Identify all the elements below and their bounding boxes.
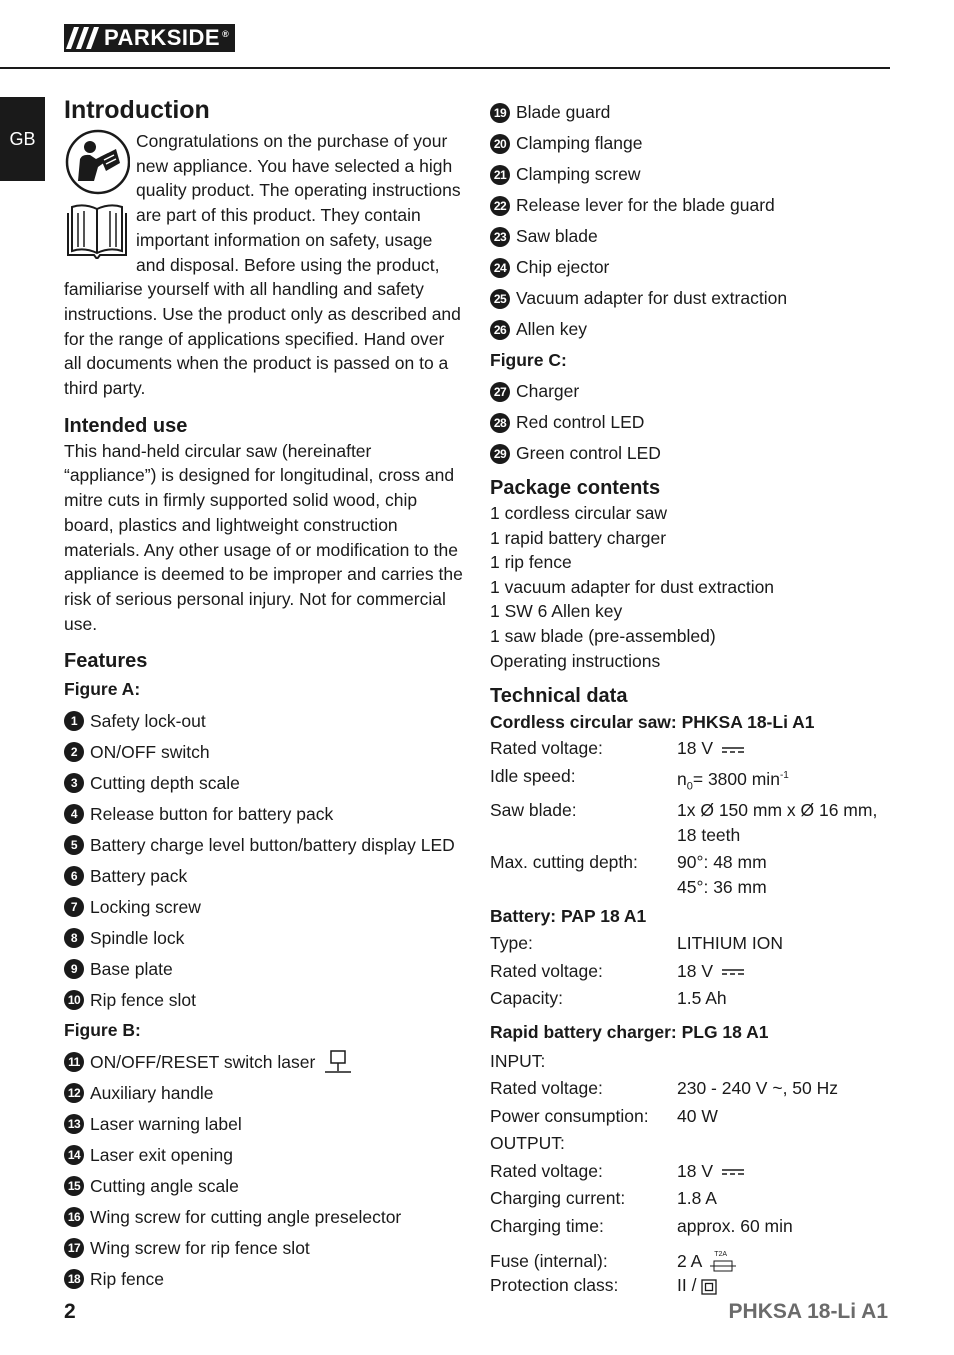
feature-number-badge: 24 [490, 258, 510, 278]
feature-label: Rip fence slot [90, 989, 197, 1010]
feature-number-badge: 3 [64, 773, 84, 793]
feature-label: Release lever for the blade guard [516, 195, 775, 216]
intro-title: Introduction [64, 96, 210, 124]
footer-model: PHKSA 18-Li A1 [728, 1300, 888, 1323]
logo-slashes [64, 24, 102, 52]
feature-number-badge: 10 [64, 990, 84, 1010]
package-item: 1 rip fence [490, 552, 572, 573]
saw-spec-title: Cordless circular saw: PHKSA 18-Li A1 [490, 712, 815, 733]
features-title: Features [64, 650, 148, 673]
feature-label: Battery pack [90, 865, 188, 886]
fuse-icon: T2A [710, 1251, 736, 1273]
right-column [490, 97, 890, 1301]
feature-number-badge: 6 [64, 866, 84, 886]
feature-item [490, 283, 890, 314]
feature-label: Laser warning label [90, 1113, 242, 1134]
feature-number-badge: 19 [490, 103, 510, 123]
feature-item [64, 1263, 464, 1294]
feature-item [64, 891, 464, 922]
spec-key: Idle speed: [490, 765, 576, 786]
feature-number-badge: 12 [64, 1083, 84, 1103]
spec-key: Rated voltage: [490, 1078, 603, 1099]
protection-class-ii-icon [701, 1279, 717, 1295]
figure-a-label: Figure A: [64, 679, 141, 700]
tech-title: Technical data [490, 685, 628, 708]
feature-label: Allen key [516, 319, 588, 340]
feature-number-badge: 25 [490, 289, 510, 309]
spec-key: Rated voltage: [490, 738, 603, 759]
package-item: Operating instructions [490, 650, 661, 671]
feature-label: Laser exit opening [90, 1144, 234, 1165]
dc-symbol-icon [722, 968, 744, 976]
feature-number-badge: 20 [490, 134, 510, 154]
feature-label: Blade guard [516, 102, 611, 123]
feature-item [64, 1139, 464, 1170]
feature-label: Cutting angle scale [90, 1175, 239, 1196]
spec-value: 18 V [677, 738, 713, 759]
feature-label: Chip ejector [516, 257, 610, 278]
intro-text: Congratulations on the purchase of your new appliance. You have selected a high quality product. The operating instructions are part of this product. They contain important information on safety, usage and disposal. Before using the product, familiarise yourself with all handling and safety instructions. Use the product only as described and for the range of applications specified. Hand over all documents when the product is passed on to a third party. [64, 131, 461, 399]
spec-key: Power consumption: [490, 1105, 649, 1126]
read-manual-icon [64, 129, 130, 259]
spec-key: Charging time: [490, 1215, 604, 1236]
feature-label: Green control LED [516, 443, 661, 464]
feature-label: ON/OFF switch [90, 741, 210, 762]
feature-item [64, 767, 464, 798]
feature-number-badge: 5 [64, 835, 84, 855]
feature-label: Wing screw for cutting angle preselector [90, 1206, 402, 1227]
feature-item [490, 252, 890, 283]
feature-label: Safety lock-out [90, 710, 206, 731]
feature-item [490, 376, 890, 407]
feature-item [490, 97, 890, 128]
feature-label: ON/OFF/RESET switch laser [90, 1051, 316, 1072]
feature-label: Vacuum adapter for dust extraction [516, 288, 788, 309]
spec-key: Charging current: [490, 1188, 626, 1209]
spec-key: Protection class: [490, 1275, 619, 1296]
package-item: 1 saw blade (pre-assembled) [490, 625, 716, 646]
feature-label: Rip fence [90, 1268, 164, 1289]
intro-section [64, 129, 464, 401]
battery-spec-title: Battery: PAP 18 A1 [490, 906, 647, 927]
package-item: 1 cordless circular saw [490, 503, 667, 523]
package-item: 1 vacuum adapter for dust extraction [490, 576, 775, 597]
feature-item [64, 705, 464, 736]
logo-wordmark: PARKSIDE ® [102, 24, 235, 52]
spec-value: 1.8 A [677, 1188, 717, 1209]
feature-number-badge: 7 [64, 897, 84, 917]
package-list [490, 501, 890, 673]
charger-spec-title: Rapid battery charger: PLG 18 A1 [490, 1021, 769, 1042]
charger-spec-table [490, 1049, 838, 1301]
spec-key: Capacity: [490, 988, 563, 1009]
features-list-a [64, 705, 464, 1015]
feature-number-badge: 21 [490, 165, 510, 185]
feature-item [490, 314, 890, 345]
figure-c-label: Figure C: [490, 350, 567, 370]
dc-symbol-icon [722, 1168, 744, 1176]
spec-key: INPUT: [490, 1050, 546, 1071]
feature-label: Base plate [90, 958, 173, 979]
feature-label: Battery charge level button/battery display LED [90, 834, 455, 855]
feature-label: Locking screw [90, 896, 201, 917]
feature-number-badge: 17 [64, 1238, 84, 1258]
spec-key: Rated voltage: [490, 1160, 603, 1181]
feature-item [64, 829, 464, 860]
spec-value: $n_0= 3800$ $\min^{-1}$ [677, 768, 789, 792]
feature-label: Saw blade [516, 226, 598, 247]
feature-number-badge: 28 [490, 413, 510, 433]
spec-key: Fuse (internal): [490, 1250, 608, 1271]
left-column [64, 95, 464, 1294]
feature-number-badge: 9 [64, 959, 84, 979]
spec-value: 18 V [677, 1160, 713, 1181]
manual-icons [64, 129, 134, 259]
feature-number-badge: 22 [490, 196, 510, 216]
feature-label: Cutting depth scale [90, 772, 240, 793]
language-tab: GB [0, 97, 45, 181]
feature-item [64, 1077, 464, 1108]
feature-number-badge: 27 [490, 382, 510, 402]
page-number: 2 [64, 1300, 76, 1323]
package-item: 1 rapid battery charger [490, 527, 667, 548]
feature-item [490, 407, 890, 438]
open-book-icon [68, 205, 126, 259]
feature-number-badge: 13 [64, 1114, 84, 1134]
spec-value: LITHIUM ION [677, 933, 783, 954]
feature-label: Auxiliary handle [90, 1082, 214, 1103]
intended-use-title: Intended use [64, 414, 188, 437]
spec-value: 230 - 240 V ~, 50 Hz [677, 1078, 839, 1099]
feature-item [490, 438, 890, 469]
spec-value: approx. 60 min [677, 1215, 793, 1236]
feature-number-badge: 1 [64, 711, 84, 731]
feature-number-badge: 15 [64, 1176, 84, 1196]
feature-item [64, 922, 464, 953]
feature-item [64, 953, 464, 984]
features-list-b [64, 1046, 464, 1294]
package-title: Package contents [490, 477, 661, 499]
feature-item [64, 798, 464, 829]
spec-value: 1.5 Ah [677, 988, 727, 1009]
spec-key: OUTPUT: [490, 1133, 565, 1154]
feature-number-badge: 29 [490, 444, 510, 464]
figure-b-label: Figure B: [64, 1020, 141, 1041]
feature-label: Release button for battery pack [90, 803, 334, 824]
feature-label: Wing screw for rip fence slot [90, 1237, 310, 1258]
spec-key: Rated voltage: [490, 960, 603, 981]
battery-spec-table [490, 931, 783, 1014]
feature-label: Charger [516, 381, 580, 402]
laser-switch-icon [323, 1049, 353, 1075]
feature-item [64, 1108, 464, 1139]
spec-value: 1x Ø 150 mm x Ø 16 mm, 18 teeth [677, 800, 878, 845]
feature-number-badge: 14 [64, 1145, 84, 1165]
feature-number-badge: 4 [64, 804, 84, 824]
feature-number-badge: 23 [490, 227, 510, 247]
feature-item [490, 190, 890, 221]
spec-value: 90°: 48 mm 45°: 36 mm [677, 852, 767, 897]
saw-spec-table [490, 736, 877, 899]
features-list-b-cont [490, 97, 890, 345]
header-rule [0, 67, 890, 69]
spec-value: 2 A [677, 1250, 702, 1271]
parkside-logo [64, 24, 235, 52]
feature-item [64, 1170, 464, 1201]
feature-number-badge: 11 [64, 1052, 84, 1072]
package-item: 1 SW 6 Allen key [490, 601, 623, 622]
feature-label: Clamping flange [516, 133, 643, 154]
feature-label: Clamping screw [516, 164, 641, 185]
feature-number-badge: 8 [64, 928, 84, 948]
feature-number-badge: 2 [64, 742, 84, 762]
intended-use-text: This hand-held circular saw (hereinafter “appliance”) is designed for longitudinal, cross and mitre cuts in firmly supported solid wood, chip board, plastics and lightweight construction materials. Any other usage of or modification to the appliance is deemed to be improper and carries the risk of serious personal injury. Not for commercial use. [64, 440, 463, 634]
feature-item [64, 1232, 464, 1263]
feature-number-badge: 18 [64, 1269, 84, 1289]
feature-item [490, 128, 890, 159]
feature-item [490, 221, 890, 252]
feature-item [64, 1046, 464, 1077]
spec-value: II / [677, 1275, 697, 1296]
feature-number-badge: 26 [490, 320, 510, 340]
feature-item [64, 984, 464, 1015]
feature-item [490, 159, 890, 190]
feature-label: Red control LED [516, 412, 645, 433]
features-list-c [490, 376, 890, 469]
feature-item [64, 1201, 464, 1232]
dc-symbol-icon [722, 746, 744, 754]
spec-key: Saw blade: [490, 800, 577, 821]
feature-item [64, 736, 464, 767]
spec-key: Type: [490, 933, 533, 954]
feature-item [64, 860, 464, 891]
feature-number-badge: 16 [64, 1207, 84, 1227]
spec-value: 18 V [677, 960, 713, 981]
feature-label: Spindle lock [90, 927, 185, 948]
spec-key: Max. cutting depth: [490, 852, 638, 873]
spec-value: 40 W [677, 1105, 718, 1126]
